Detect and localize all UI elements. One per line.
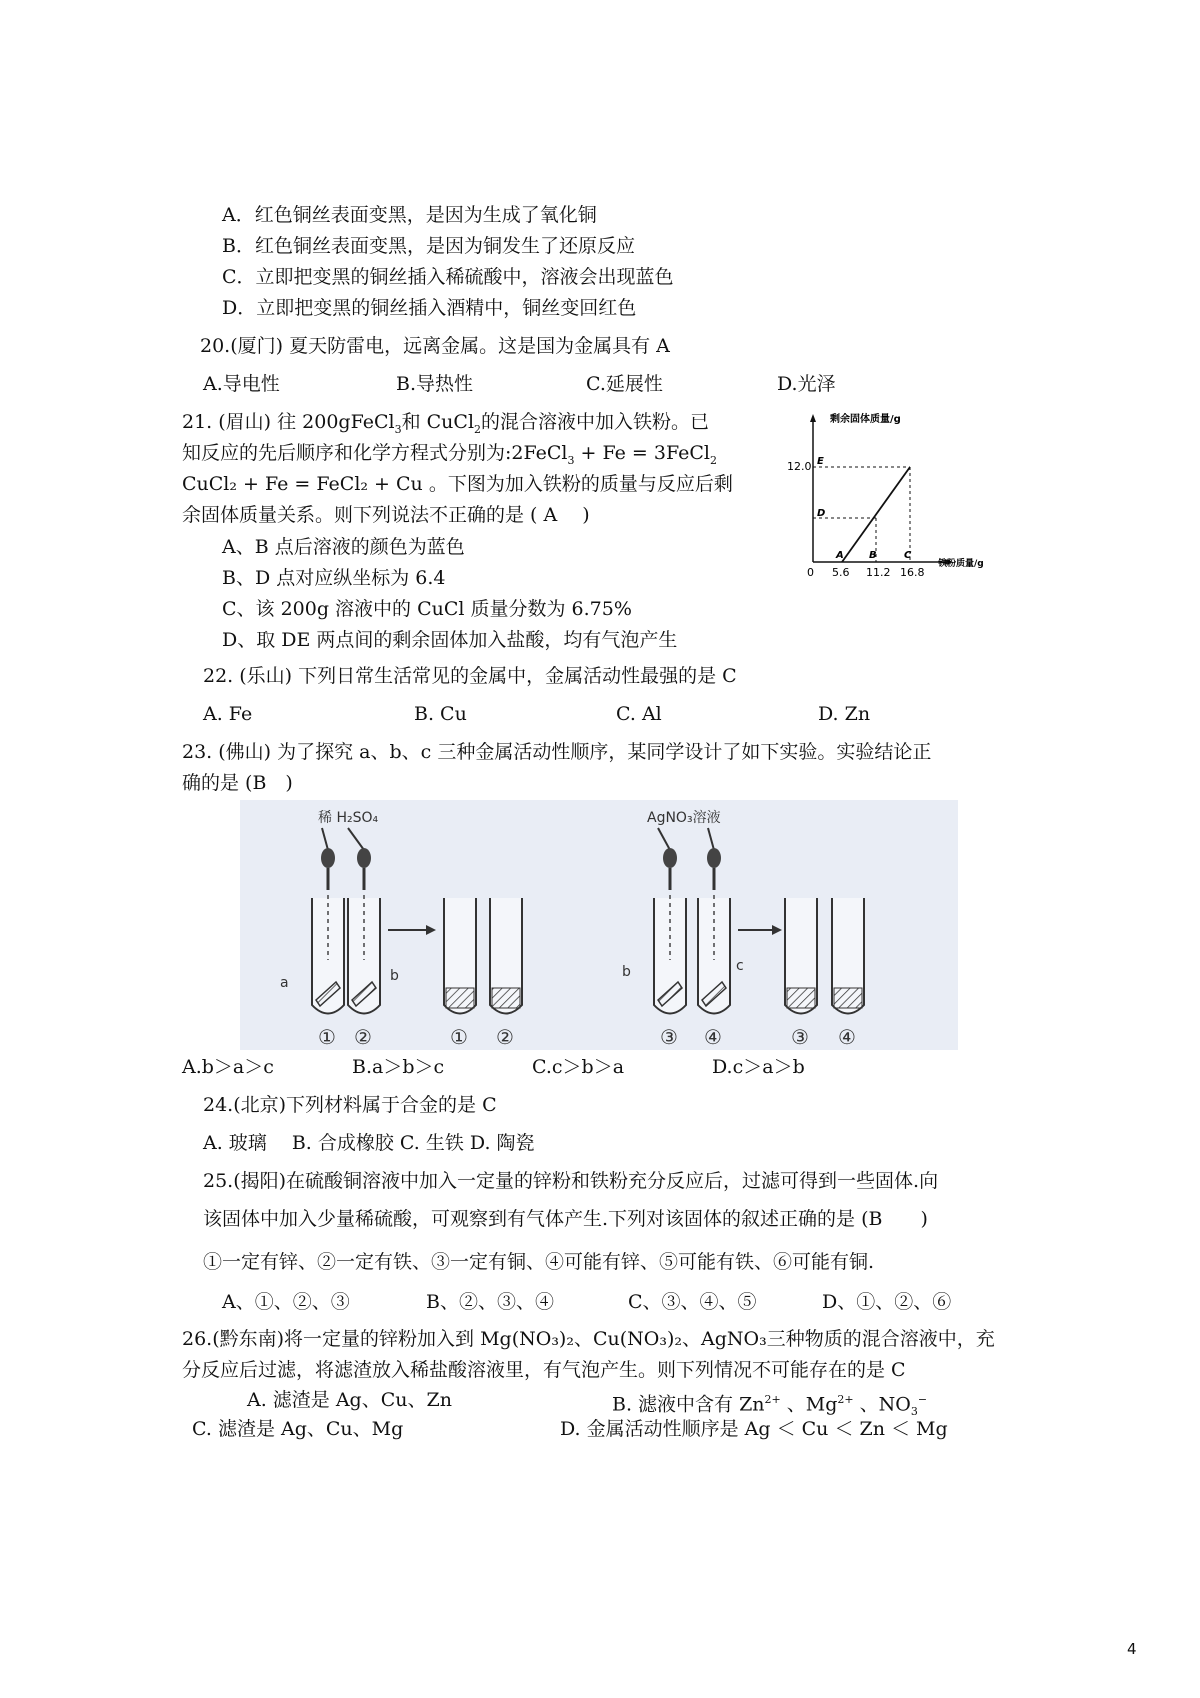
metal-label-c: c xyxy=(736,958,744,974)
graph-y-tick: 12.0 xyxy=(787,460,812,473)
q23-option-d: D.c＞a＞b xyxy=(712,1056,805,1078)
q25-stem-line2: 该固体中加入少量稀硫酸，可观察到有气体产生.下列对该固体的叙述正确的是 (B ) xyxy=(203,1208,928,1230)
q20-option-d: D.光泽 xyxy=(777,373,836,395)
q21-graph xyxy=(787,412,1030,579)
dropper-bulb-4 xyxy=(707,848,721,868)
q24-stem: 24.(北京)下列材料属于合金的是 C xyxy=(203,1094,497,1116)
dropper-bulb-1 xyxy=(321,848,335,868)
tube-num-3b: ③ xyxy=(791,1025,809,1049)
q25-stem-line1: 25.(揭阳)在硫酸铜溶液中加入一定量的锌粉和铁粉充分反应后，过滤可得到一些固体.向 xyxy=(203,1170,939,1192)
q25-option-c: C、③、④、⑤ xyxy=(628,1291,757,1313)
arrow-head-2 xyxy=(772,925,782,935)
q26-stem-line1: 26.(黔东南)将一定量的锌粉加入到 Mg(NO₃)₂、Cu(NO₃)₂、AgNO₃三种物质的混合溶液中，充 xyxy=(182,1328,995,1350)
graph-x-tick-1: 5.6 xyxy=(832,566,850,579)
tube-num-1b: ① xyxy=(450,1025,468,1049)
q25-option-a: A、①、②、③ xyxy=(222,1291,350,1313)
result-fill-1 xyxy=(446,988,474,1008)
dropper-line-3 xyxy=(658,828,670,850)
graph-point-a: A xyxy=(836,550,844,561)
q22-option-c: C. Al xyxy=(616,703,662,725)
q23-option-b: B.a＞b＞c xyxy=(352,1056,445,1078)
q22-option-d: D. Zn xyxy=(818,703,871,725)
q25-option-b: B、②、③、④ xyxy=(426,1291,554,1313)
result-fill-2 xyxy=(492,988,520,1008)
q23-stem-line2: 确的是 (B ) xyxy=(182,772,293,794)
result-fill-4 xyxy=(834,988,862,1008)
graph-point-c: C xyxy=(904,550,912,561)
tube-num-2a: ② xyxy=(354,1025,372,1049)
q25-option-d: D、①、②、⑥ xyxy=(822,1291,952,1313)
graph-point-e: E xyxy=(817,456,824,467)
q26-option-d: D. 金属活动性顺序是 Ag ＜ Cu ＜ Zn ＜ Mg xyxy=(560,1418,948,1440)
q20-option-b: B.导热性 xyxy=(396,373,474,395)
q20-stem: 20.(厦门) 夏天防雷电，远离金属。这是国为金属具有 A xyxy=(200,335,670,357)
graph-data-line xyxy=(842,467,910,562)
dropper-line-2 xyxy=(348,828,364,850)
graph-point-d: D xyxy=(817,508,826,519)
metal-label-b2: b xyxy=(622,964,631,980)
metal-label-a: a xyxy=(280,975,289,991)
tube-num-4b: ④ xyxy=(838,1025,856,1049)
metal-label-b1: b xyxy=(390,968,399,984)
reagent-agno3-label: AgNO₃溶液 xyxy=(647,810,721,826)
page-number: 4 xyxy=(1127,1640,1137,1658)
graph-y-label: 剩余固体质量/g xyxy=(830,414,901,425)
tube-num-1a: ① xyxy=(318,1025,336,1049)
q21-option-b: B、D 点对应纵坐标为 6.4 xyxy=(222,567,446,589)
q19-option-b: B．红色铜丝表面变黑，是因为铜发生了还原反应 xyxy=(222,235,635,257)
dropper-bulb-2 xyxy=(357,848,371,868)
q26-option-b: B. 滤液中含有 $Zn^{2+}$ 、$Mg^{2+}$ 、$NO_3^-$ xyxy=(612,1393,928,1419)
q23-option-a: A.b＞a＞c xyxy=(182,1056,274,1078)
graph-point-b: B xyxy=(869,550,877,561)
q19-option-c: C．立即把变黑的铜丝插入稀硫酸中，溶液会出现蓝色 xyxy=(222,266,674,288)
tube-num-4a: ④ xyxy=(704,1025,722,1049)
q23-option-c: C.c＞b＞a xyxy=(532,1056,625,1078)
q21-option-a: A、B 点后溶液的颜色为蓝色 xyxy=(222,536,465,558)
q26-option-c: C. 滤渣是 Ag、Cu、Mg xyxy=(192,1418,404,1440)
q23-experiment-figure xyxy=(240,800,958,1050)
reagent-h2so4-label: 稀 H₂SO₄ xyxy=(318,810,379,826)
q21-option-c: C、该 200g 溶液中的 CuCl 质量分数为 6.75% xyxy=(222,598,632,620)
q25-stem-line3: ①一定有锌、②一定有铁、③一定有铜、④可能有锌、⑤可能有铁、⑥可能有铜. xyxy=(203,1251,875,1273)
arrow-head-1 xyxy=(426,925,436,935)
q23-stem-line1: 23. (佛山) 为了探究 a、b、c 三种金属活动性顺序，某同学设计了如下实验。实验结论正 xyxy=(182,741,932,763)
tube-num-2b: ② xyxy=(496,1025,514,1049)
q21-option-d: D、取 DE 两点间的剩余固体加入盐酸，均有气泡产生 xyxy=(222,629,678,651)
q21-stem-line2: 知反应的先后顺序和化学方程式分别为:2FeCl$_3$ + Fe = 3FeCl$_2$ xyxy=(182,442,717,467)
q21-stem-line1: 21. (眉山) 往 200gFeCl$_3$和 CuCl$_2$的混合溶液中加入铁粉。已 xyxy=(182,411,710,436)
graph-y-arrow xyxy=(810,414,816,422)
dropper-bulb-3 xyxy=(663,848,677,868)
graph-x-tick-3: 16.8 xyxy=(900,566,925,579)
graph-x-label: 铁粉质量/g xyxy=(938,559,984,569)
q19-option-d: D．立即把变黑的铜丝插入酒精中，铜丝变回红色 xyxy=(222,297,637,319)
q21-stem-line3: CuCl₂ + Fe = FeCl₂ + Cu 。下图为加入铁粉的质量与反应后剩 xyxy=(182,473,733,495)
graph-origin: 0 xyxy=(807,566,814,579)
q21-stem-line4: 余固体质量关系。则下列说法不正确的是 ( A ) xyxy=(182,504,590,526)
q22-option-a: A. Fe xyxy=(203,703,253,725)
graph-x-tick-2: 11.2 xyxy=(866,566,891,579)
q22-stem: 22. (乐山) 下列日常生活常见的金属中，金属活动性最强的是 C xyxy=(203,665,737,687)
q20-option-a: A.导电性 xyxy=(203,373,280,395)
dropper-line-4 xyxy=(708,828,714,850)
q20-option-c: C.延展性 xyxy=(586,373,663,395)
dropper-line-1 xyxy=(322,828,328,850)
q24-options: A. 玻璃 B. 合成橡胶 C. 生铁 D. 陶瓷 xyxy=(203,1132,535,1154)
q22-option-b: B. Cu xyxy=(414,703,467,725)
tube-num-3a: ③ xyxy=(660,1025,678,1049)
result-fill-3 xyxy=(787,988,815,1008)
q26-stem-line2: 分反应后过滤，将滤渣放入稀盐酸溶液里，有气泡产生。则下列情况不可能存在的是 C xyxy=(182,1359,906,1381)
q26-option-a: A. 滤渣是 Ag、Cu、Zn xyxy=(247,1389,452,1411)
q19-option-a: A．红色铜丝表面变黑，是因为生成了氧化铜 xyxy=(222,204,597,226)
